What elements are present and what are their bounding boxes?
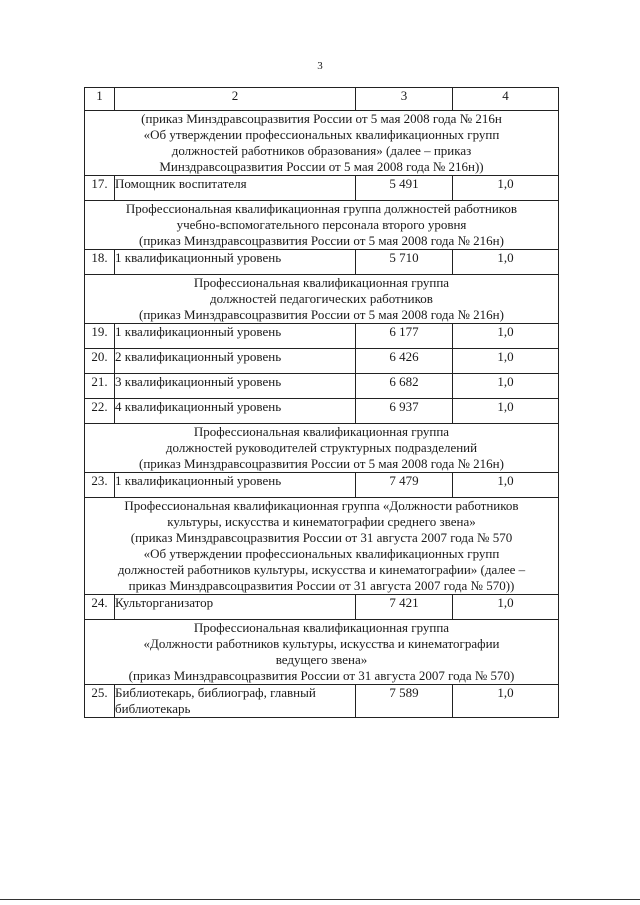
salary-value: 6 682 (356, 374, 453, 399)
coefficient-value: 1,0 (453, 324, 559, 349)
salary-value: 5 710 (356, 250, 453, 275)
section-title-line: (приказ Минздравсоцразвития России от 31 августа 2007 года № 570) (128, 668, 515, 683)
section-title (85, 111, 559, 176)
salary-value: 6 426 (356, 349, 453, 374)
table-row (85, 685, 559, 718)
section-title-line: культуры, искусства и кинематографии среднего звена» (167, 514, 476, 529)
section-title-line: (приказ Минздравсоцразвития России от 31 августа 2007 года № 570 (130, 530, 513, 545)
position-name: 3 квалификационный уровень (115, 374, 356, 399)
table-row (85, 250, 559, 275)
row-number: 21. (85, 374, 115, 399)
row-number: 17. (85, 176, 115, 201)
table-row (85, 176, 559, 201)
section-title-line: Профессиональная квалификационная группа (193, 275, 450, 290)
table-row (85, 399, 559, 424)
section-header-row (85, 424, 559, 473)
table-row (85, 324, 559, 349)
section-title-line: (приказ Минздравсоцразвития России от 5 мая 2008 года № 216н) (139, 307, 504, 322)
section-title-line: «Об утверждении профессиональных квалификационных групп (143, 127, 500, 142)
section-title-line: ведущего звена» (275, 652, 368, 667)
table-row (85, 595, 559, 620)
section-title-line: Профессиональная квалификационная группа (193, 620, 450, 635)
section-title (85, 201, 559, 250)
page-number: 3 (317, 60, 323, 72)
coefficient-value: 1,0 (453, 473, 559, 498)
section-title-line: (приказ Минздравсоцразвития России от 5 мая 2008 года № 216н) (139, 233, 504, 248)
section-header-row (85, 111, 559, 176)
row-number: 18. (85, 250, 115, 275)
position-name: Культорганизатор (115, 595, 356, 620)
section-title-line: приказ Минздравсоцразвития России от 31 августа 2007 года № 570)) (128, 578, 515, 593)
salary-value: 5 491 (356, 176, 453, 201)
coefficient-value: 1,0 (453, 349, 559, 374)
section-header-row (85, 620, 559, 685)
section-title-line: Профессиональная квалификационная группа (193, 424, 450, 439)
row-number: 19. (85, 324, 115, 349)
salary-value: 7 479 (356, 473, 453, 498)
header-col-4: 4 (453, 88, 559, 111)
salary-value: 6 937 (356, 399, 453, 424)
coefficient-value: 1,0 (453, 595, 559, 620)
table-row (85, 374, 559, 399)
section-title-line: должностей работников образования» (далее – приказ (171, 143, 472, 158)
section-title-line: Минздравсоцразвития России от 5 мая 2008 года № 216н)) (159, 159, 484, 174)
salary-value: 7 589 (356, 685, 453, 718)
table-header-row (85, 88, 559, 111)
header-col-2: 2 (115, 88, 356, 111)
scan-edge-line (0, 899, 640, 900)
section-title (85, 620, 559, 685)
position-name: 1 квалификационный уровень (115, 324, 356, 349)
position-name: 1 квалификационный уровень (115, 473, 356, 498)
section-title-line: (приказ Минздравсоцразвития России от 5 мая 2008 года № 216н) (139, 456, 504, 471)
coefficient-value: 1,0 (453, 399, 559, 424)
table-row (85, 349, 559, 374)
row-number: 24. (85, 595, 115, 620)
section-title (85, 498, 559, 595)
section-title-line: должностей педагогических работников (210, 291, 433, 306)
section-title-line: Профессиональная квалификационная группа «Должности работников (124, 498, 519, 513)
section-title-line: «Должности работников культуры, искусства и кинематографии (143, 636, 500, 651)
section-header-row (85, 498, 559, 595)
header-col-3: 3 (356, 88, 453, 111)
row-number: 22. (85, 399, 115, 424)
section-title-line: учебно-вспомогательного персонала второго уровня (176, 217, 467, 232)
table-body (85, 88, 559, 718)
section-title-line: (приказ Минздравсоцразвития России от 5 мая 2008 года № 216н (141, 111, 502, 126)
salary-value: 6 177 (356, 324, 453, 349)
section-title (85, 275, 559, 324)
section-title (85, 424, 559, 473)
coefficient-value: 1,0 (453, 685, 559, 718)
coefficient-value: 1,0 (453, 374, 559, 399)
salary-value: 7 421 (356, 595, 453, 620)
row-number: 20. (85, 349, 115, 374)
table-row (85, 473, 559, 498)
position-name: Библиотекарь, библиограф, главный библиотекарь (115, 685, 356, 718)
section-title-line: «Об утверждении профессиональных квалификационных групп (143, 546, 500, 561)
coefficient-value: 1,0 (453, 176, 559, 201)
position-name: Помощник воспитателя (115, 176, 356, 201)
header-col-1: 1 (85, 88, 115, 111)
section-header-row (85, 275, 559, 324)
section-title-line: должностей работников культуры, искусства и кинематографии» (далее – (117, 562, 526, 577)
position-name: 4 квалификационный уровень (115, 399, 356, 424)
section-title-line: должностей руководителей структурных подразделений (165, 440, 478, 455)
position-name: 1 квалификационный уровень (115, 250, 356, 275)
section-header-row (85, 201, 559, 250)
salary-table (84, 87, 559, 718)
coefficient-value: 1,0 (453, 250, 559, 275)
section-title-line: Профессиональная квалификационная группа должностей работников (125, 201, 518, 216)
position-name: 2 квалификационный уровень (115, 349, 356, 374)
row-number: 23. (85, 473, 115, 498)
row-number: 25. (85, 685, 115, 718)
